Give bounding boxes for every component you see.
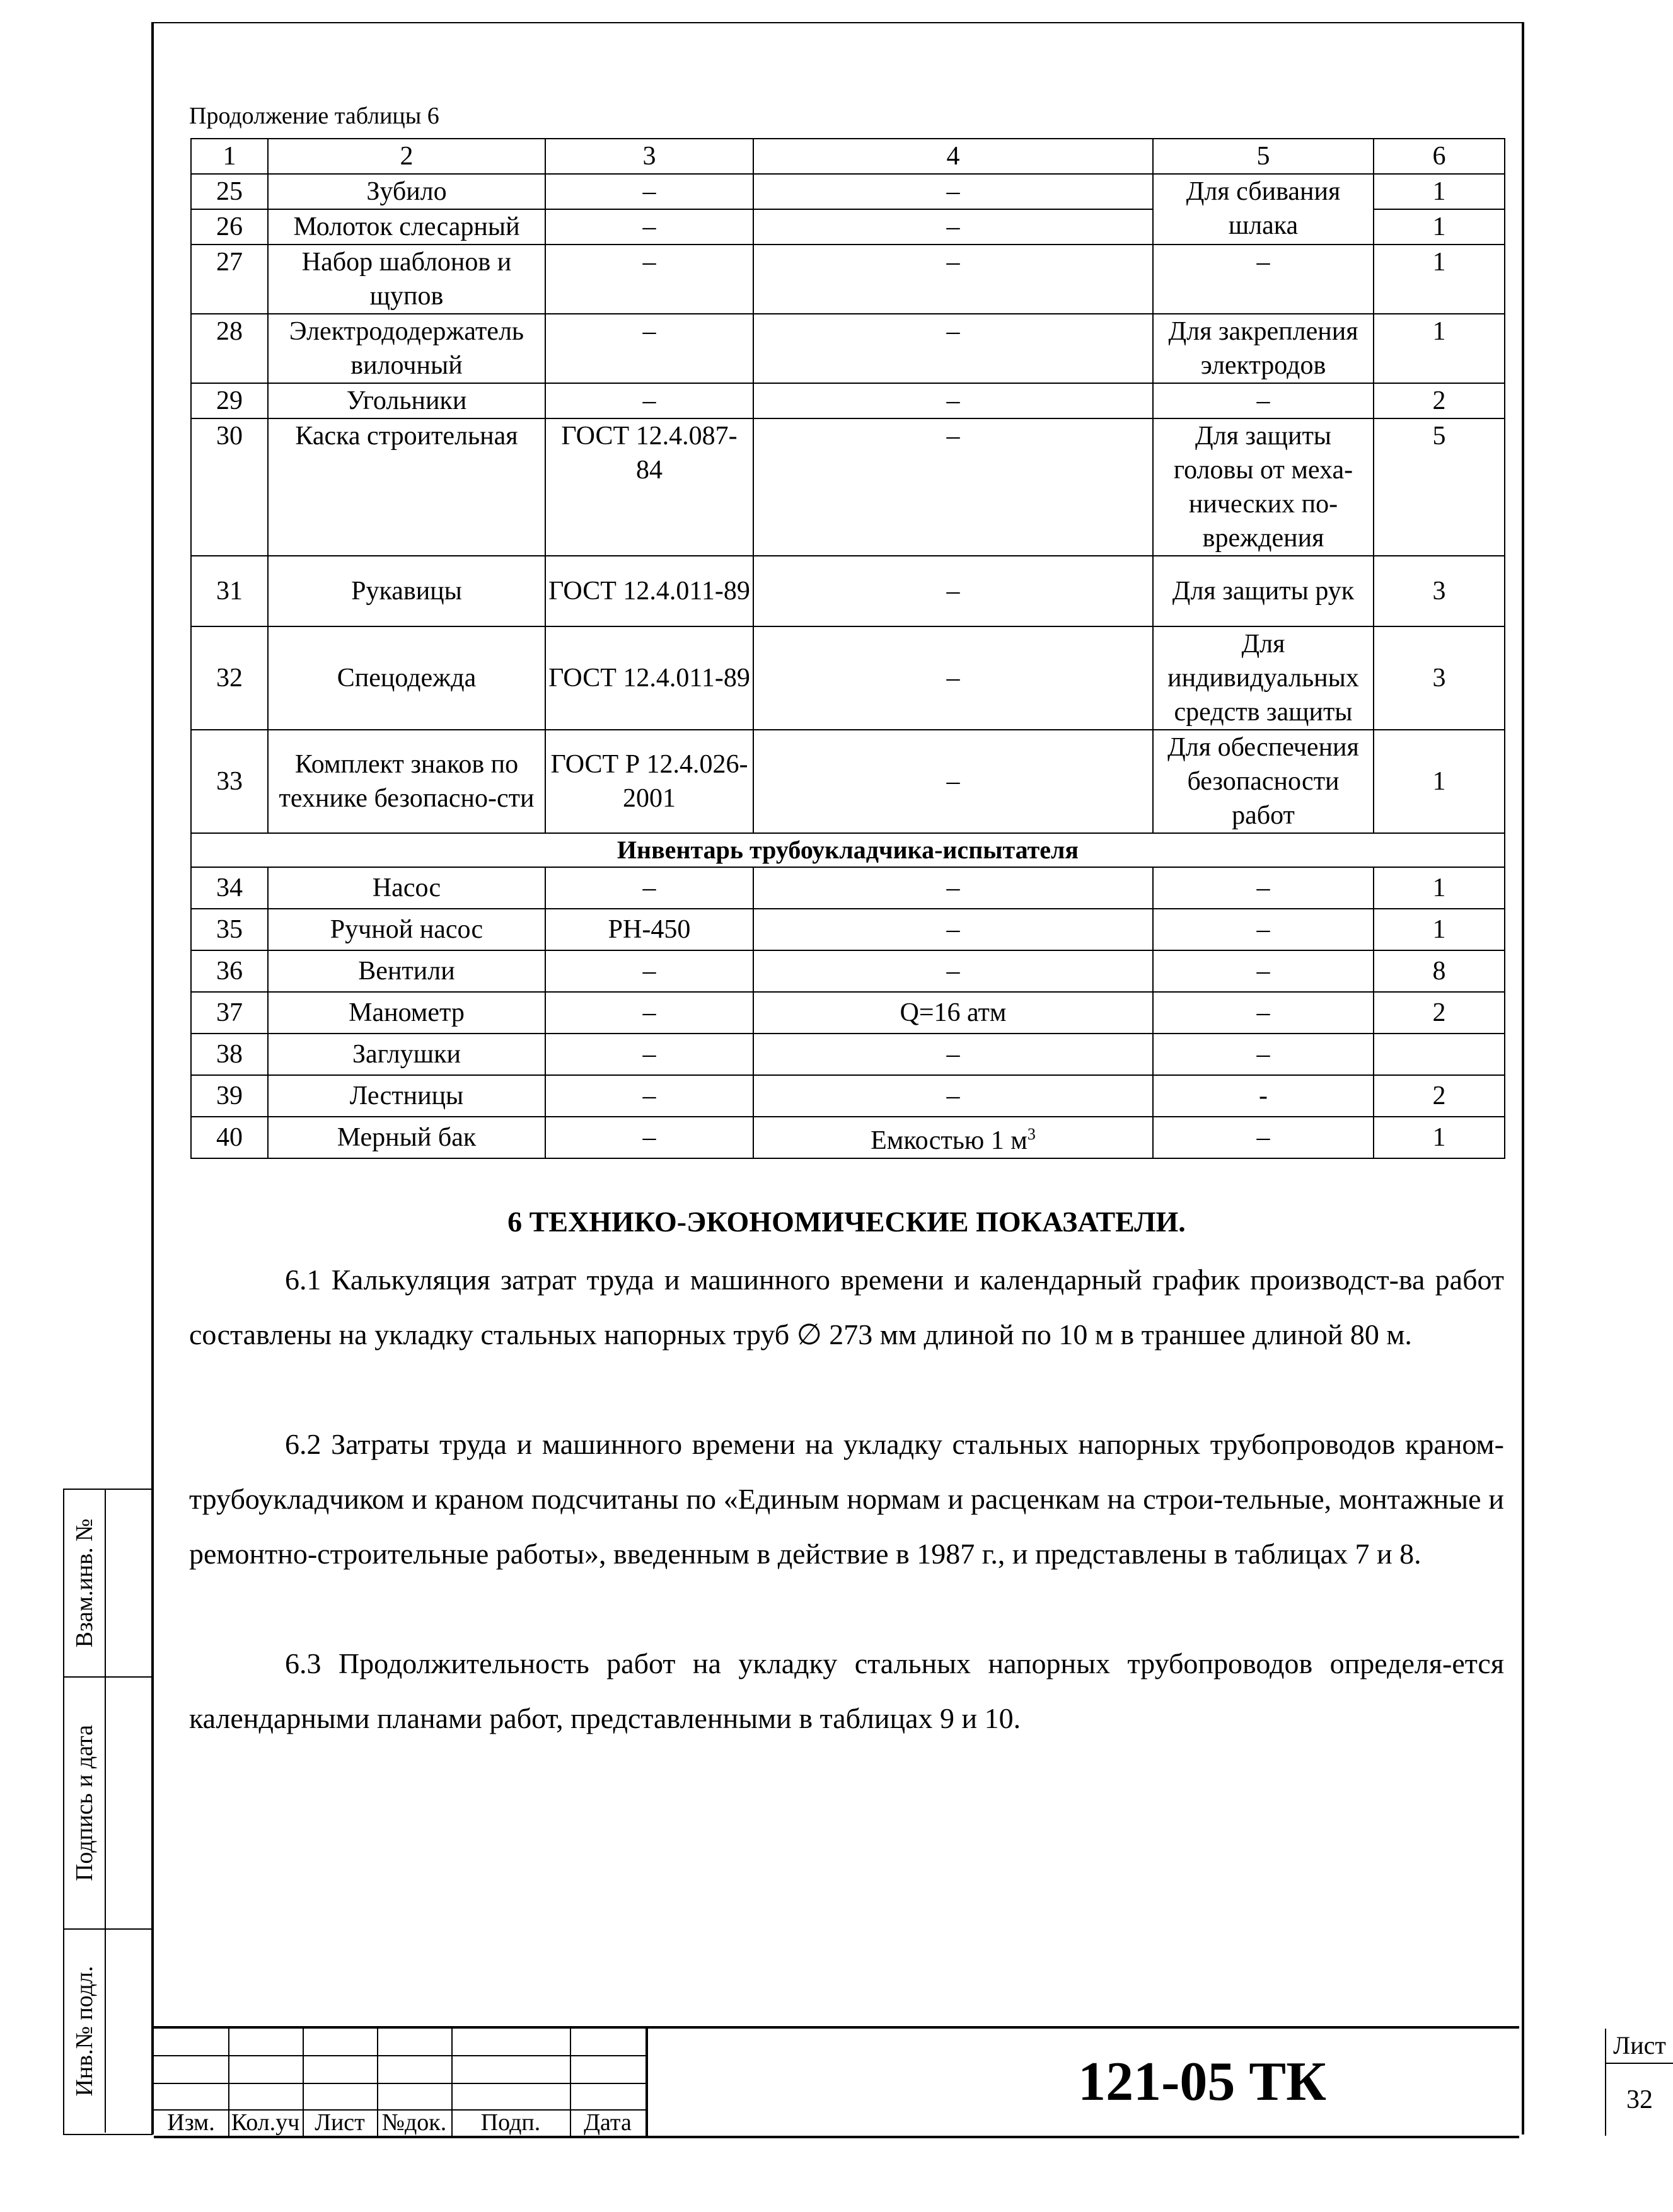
side-label-original-no: Инв.№ подл. [71, 1966, 98, 2097]
item-qty [1374, 1034, 1505, 1075]
sheet-number: 32 [1626, 2085, 1653, 2114]
item-spec: – [753, 909, 1153, 950]
item-spec-superscript: 3 [1027, 1125, 1036, 1143]
item-name: Насос [268, 867, 545, 909]
item-purpose: – [1153, 992, 1374, 1034]
item-purpose: Для защиты рук [1153, 556, 1374, 626]
item-spec: – [753, 556, 1153, 626]
table-row [191, 909, 1505, 950]
item-spec: – [753, 245, 1153, 314]
side-label-replacement-no: Взам.инв. № [71, 1518, 98, 1648]
item-name: Набор шаблонов и щупов [268, 245, 545, 314]
row-number: 38 [191, 1034, 268, 1075]
side-cell-original [64, 1930, 153, 2133]
row-number: 39 [191, 1075, 268, 1117]
table-row [191, 1117, 1505, 1158]
table-row [191, 626, 1505, 730]
item-spec: – [753, 209, 1153, 245]
item-spec [753, 1117, 1153, 1158]
item-name: Манометр [268, 992, 545, 1034]
item-standard: – [545, 209, 753, 245]
row-number: 37 [191, 992, 268, 1034]
item-name: Вентили [268, 950, 545, 992]
item-qty: 2 [1374, 383, 1505, 418]
paragraph-6-1: 6.1 Калькуляция затрат труда и машинного времени и календарный график производст-ва работ составлены на укладку стальных напорных труб ∅ 273 мм длиной по 10 м в траншее длиной 80 м. [189, 1264, 1504, 1351]
equipment-table [190, 138, 1505, 1159]
table-row [191, 383, 1505, 418]
item-qty: 1 [1374, 314, 1505, 383]
item-spec: – [753, 1075, 1153, 1117]
item-name: Ручной насос [268, 909, 545, 950]
item-qty: 8 [1374, 950, 1505, 992]
item-standard: ГОСТ 12.4.087-84 [545, 418, 753, 556]
item-standard: – [545, 867, 753, 909]
item-purpose: Для обеспечения безопасности работ [1153, 730, 1374, 833]
item-qty: 5 [1374, 418, 1505, 556]
item-standard: – [545, 1034, 753, 1075]
side-label-signature-date: Подпись и дата [71, 1724, 98, 1882]
item-name: Каска строительная [268, 418, 545, 556]
sheet-label: Лист [1606, 2029, 1673, 2064]
row-number: 32 [191, 626, 268, 730]
item-purpose: Для индивидуальных средств защиты [1153, 626, 1374, 730]
table-row [191, 556, 1505, 626]
item-spec: – [753, 383, 1153, 418]
item-name: Молоток слесарный [268, 209, 545, 245]
table-row [191, 992, 1505, 1034]
item-purpose: – [1153, 1034, 1374, 1075]
item-spec-text: Емкостью 1 м [871, 1126, 1028, 1155]
item-spec: – [753, 1034, 1153, 1075]
header-cell: 6 [1374, 139, 1505, 174]
item-name: Зубило [268, 174, 545, 209]
item-standard: – [545, 992, 753, 1034]
row-number: 30 [191, 418, 268, 556]
table-caption: Продолжение таблицы 6 [189, 103, 439, 129]
item-qty: 3 [1374, 556, 1505, 626]
row-number: 27 [191, 245, 268, 314]
item-spec: – [753, 314, 1153, 383]
item-name: Электрододержатель вилочный [268, 314, 545, 383]
header-cell: 5 [1153, 139, 1374, 174]
section-heading: 6 ТЕХНИКО-ЭКОНОМИЧЕСКИЕ ПОКАЗАТЕЛИ. [507, 1206, 1186, 1238]
item-purpose: - [1153, 1075, 1374, 1117]
item-standard: ГОСТ 12.4.011-89 [545, 626, 753, 730]
item-standard: – [545, 950, 753, 992]
item-name: Лестницы [268, 1075, 545, 1117]
item-name: Комплект знаков по технике безопасно-сти [268, 730, 545, 833]
item-name: Заглушки [268, 1034, 545, 1075]
table-row [191, 950, 1505, 992]
item-purpose: – [1153, 245, 1374, 314]
table-section-row [191, 833, 1505, 867]
item-purpose: Для защиты головы от меха-нических по-вреждения [1153, 418, 1374, 556]
section-title: Инвентарь трубоукладчика-испытателя [191, 833, 1505, 867]
item-spec: – [753, 730, 1153, 833]
title-block-doc-no: №док. [381, 2109, 447, 2136]
item-standard: РН-450 [545, 909, 753, 950]
item-standard: ГОСТ Р 12.4.026-2001 [545, 730, 753, 833]
side-cell-signature [64, 1678, 153, 1930]
paragraph-6-3: 6.3 Продолжительность работ на укладку стальных напорных трубопроводов определя-ется календарными планами работ, представленными в таблицах 9 и 10. [189, 1647, 1504, 1734]
table-row [191, 730, 1505, 833]
item-name: Угольники [268, 383, 545, 418]
item-purpose: Для сбивания шлака [1153, 174, 1374, 245]
item-qty: 2 [1374, 1075, 1505, 1117]
table-row [191, 1075, 1505, 1117]
table-header-row [191, 139, 1505, 174]
header-cell: 1 [191, 139, 268, 174]
item-standard: – [545, 1075, 753, 1117]
row-number: 36 [191, 950, 268, 992]
title-block-change: Изм. [167, 2109, 215, 2136]
table-row [191, 867, 1505, 909]
row-number: 25 [191, 174, 268, 209]
paragraph-6-2: 6.2 Затраты труда и машинного времени на укладку стальных напорных трубопроводов краном-трубоукладчиком и краном подсчитаны по «Единым нормам и расценкам на строи-тельные, монтажные и ремонтно-строительные работы», введенным в действие в 1987 г., и представлены в таблицах 7 и 8. [189, 1428, 1504, 1570]
title-block [154, 2026, 1666, 2138]
item-qty: 1 [1374, 245, 1505, 314]
item-standard: – [545, 174, 753, 209]
item-qty: 3 [1374, 626, 1505, 730]
table-row [191, 174, 1505, 209]
item-qty: 1 [1374, 730, 1505, 833]
table-row [191, 1034, 1505, 1075]
table-row [191, 418, 1505, 556]
item-purpose: Для закрепления электродов [1153, 314, 1374, 383]
item-qty: 1 [1374, 1117, 1505, 1158]
document-code: 121-05 ТК [1078, 2051, 1326, 2112]
title-block-count: Кол.уч [231, 2109, 300, 2136]
row-number: 29 [191, 383, 268, 418]
item-qty: 1 [1374, 909, 1505, 950]
row-number: 26 [191, 209, 268, 245]
header-cell: 2 [268, 139, 545, 174]
row-number: 28 [191, 314, 268, 383]
item-standard: – [545, 1117, 753, 1158]
item-purpose: – [1153, 950, 1374, 992]
item-standard: – [545, 314, 753, 383]
item-qty: 1 [1374, 174, 1505, 209]
item-standard: ГОСТ 12.4.011-89 [545, 556, 753, 626]
row-number: 40 [191, 1117, 268, 1158]
table-row [191, 245, 1505, 314]
item-name: Рукавицы [268, 556, 545, 626]
item-purpose: – [1153, 1117, 1374, 1158]
item-standard: – [545, 245, 753, 314]
item-standard: – [545, 383, 753, 418]
item-name: Спецодежда [268, 626, 545, 730]
title-block-sheet: Лист [315, 2109, 365, 2136]
item-spec: Q=16 атм [753, 992, 1153, 1034]
side-stamp [63, 1489, 153, 2135]
row-number: 31 [191, 556, 268, 626]
item-spec: – [753, 950, 1153, 992]
side-cell-replacement [64, 1490, 153, 1678]
item-qty: 1 [1374, 867, 1505, 909]
item-name: Мерный бак [268, 1117, 545, 1158]
item-purpose: – [1153, 383, 1374, 418]
title-block-signature: Подп. [480, 2109, 541, 2136]
row-number: 35 [191, 909, 268, 950]
item-spec: – [753, 867, 1153, 909]
item-qty: 1 [1374, 209, 1505, 245]
item-purpose: – [1153, 867, 1374, 909]
item-spec: – [753, 626, 1153, 730]
header-cell: 4 [753, 139, 1153, 174]
row-number: 33 [191, 730, 268, 833]
header-cell: 3 [545, 139, 753, 174]
item-spec: – [753, 418, 1153, 556]
title-block-date: Дата [584, 2109, 632, 2136]
item-purpose: – [1153, 909, 1374, 950]
item-qty: 2 [1374, 992, 1505, 1034]
table-row [191, 314, 1505, 383]
item-spec: – [753, 174, 1153, 209]
row-number: 34 [191, 867, 268, 909]
